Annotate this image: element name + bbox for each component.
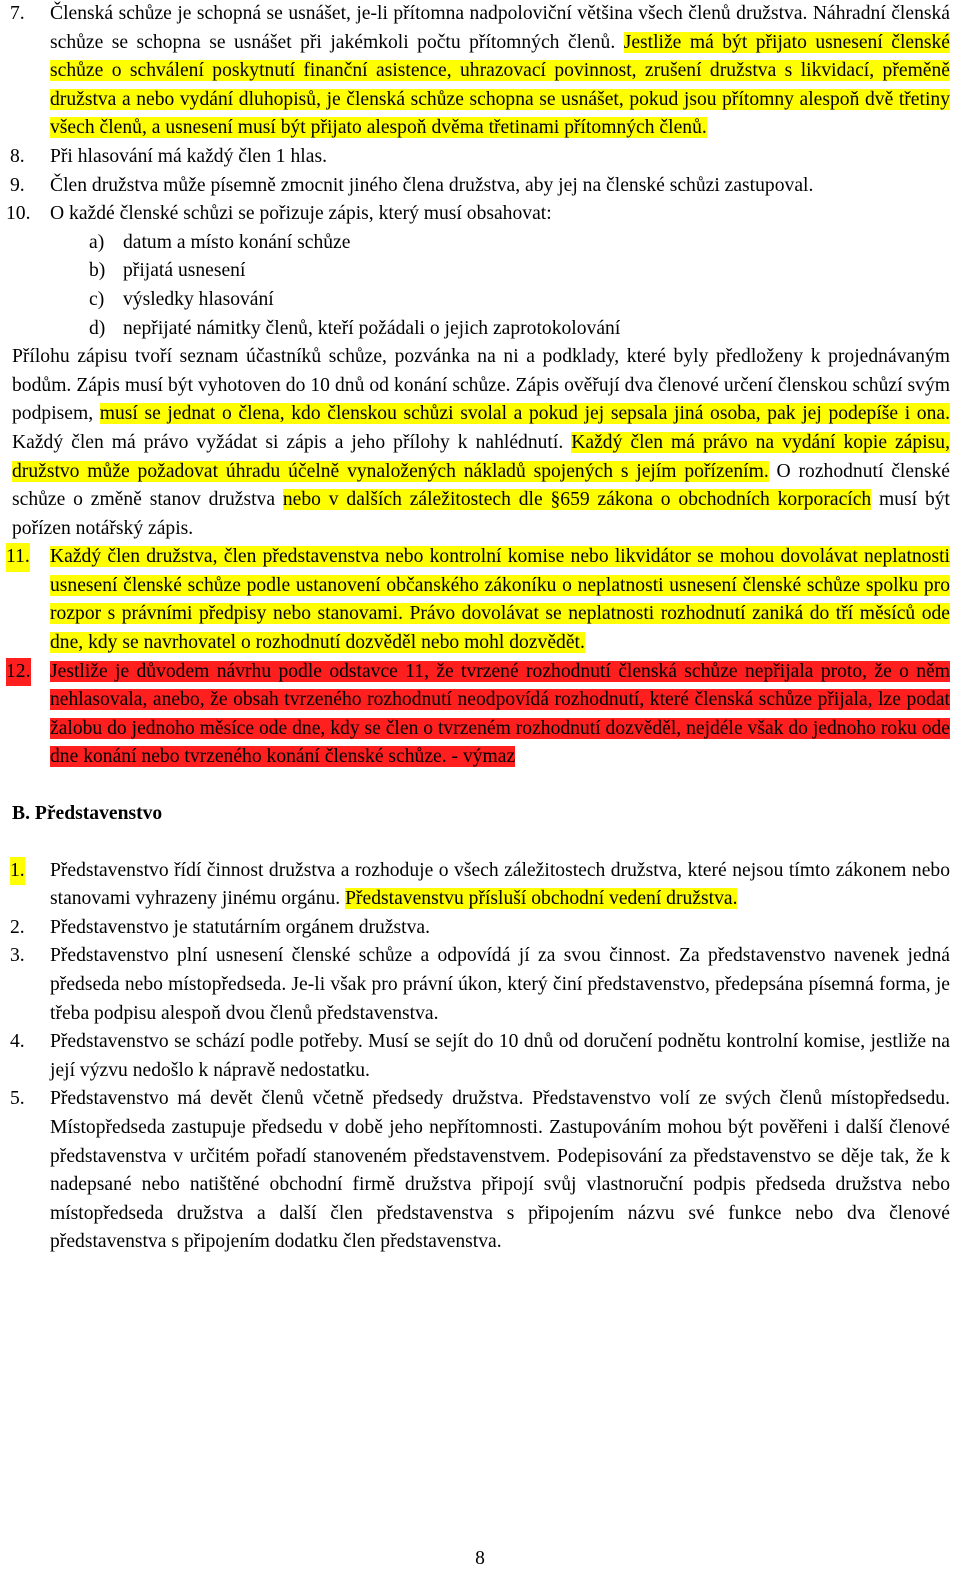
sub-item-d [0,315,960,344]
item-number: 8. [10,145,25,167]
item-number: 2. [10,916,25,938]
item-text: Představenstvo plní usnesení členské schůze a odpovídá jí za svou činnost. Za představenstvo navenek jedná předseda nebo místopředseda. Je-li však pro právní úkon, který činí představenstvo, předepsána písemná forma, je třeba podpisu alespoň dvou členů představenstva. [50,945,950,1024]
sub-item-letter: a) [89,231,105,253]
sub-item-letter: b) [89,260,106,282]
highlighted-text: nebo v dalších záležitostech dle §659 zákona o obchodních korporacích [282,489,872,511]
sub-item-b [0,257,960,286]
item-number: 3. [10,945,25,967]
minutes-paragraph [0,343,960,543]
sub-item-letter: c) [89,288,105,310]
paragraph-text: O rozhodnutí členské schůze o změně stanov družstva [12,460,950,511]
item-number: 4. [10,1031,25,1053]
item-text: Představenstvo je statutárním orgánem družstva. [50,916,430,938]
sub-item-text: nepřijaté námitky členů, kteří požádali o jejich zaprotokolování [123,317,621,339]
section-heading: B. Představenstvo [12,803,163,825]
paragraph-text: Přílohu zápisu tvoří seznam účastníků schůze, pozvánka na ni a podklady, které byly předloženy k projednávaným bodům. Zápis musí být vyhotoven do 10 dnů od konání schůze. Zápis ověřují dva členové určení členskou schůzí svým podpisem, [12,346,950,425]
sub-item-a [0,229,960,258]
item-number: 7. [10,3,25,24]
highlighted-text: Každý člen družstva, člen představenstva nebo kontrolní komise nebo likvidátor se mohou dovolávat neplatnosti usnesení členské schůze podle ustanovení občanského zákoníku o neplatnosti usnesení členské schůze spolku pro rozpor s právními předpisy nebo stanovami. Právo dovolávat se neplatnosti rozhodnutí zaniká do tří měsíců ode dne, kdy se navrhovatel o rozhodnutí dozvěděl nebo mohl dozvědět. [50,546,950,654]
b-item-5 [0,1085,960,1257]
sub-item-text: přijatá usnesení [123,260,246,282]
item-text: Představenstvo má devět členů včetně předsedy družstva. Představenstvo volí ze svých členů místopředsedu. Místopředseda zastupuje předsedu v době jeho nepřítomnosti. Zastupováním mohou být pověřeni i další členové představenstva v určitém pořadí stanoveném představenstvem. Podepisování za představenstvo se děje tak, že k nadepsané nebo natištěné obchodní firmě družstva připojí svůj vlastnoruční podpis předseda družstva nebo místopředseda družstva a další člen představenstva s připojením názvu své funkce nebo dva členové představenstva s připojením dodatku člen představenstva. [50,1088,950,1253]
item-10 [0,200,960,229]
highlighted-text: Jestliže má být přijato usnesení členské schůze o schválení poskytnutí finanční asistence, uhrazovací povinnost, zrušení družstva s likvidací, přeměně družstva a nebo vydání dluhopisů, je členská schůze schopna se usnášet, pokud jsou přítomny alespoň dvě třetiny všech členů, a usnesení musí být přijato alespoň dvěma třetinami přítomných členů. [50,31,950,139]
item-text: Člen družstva může písemně zmocnit jiného člena družstva, aby jej na členské schůzi zastupoval. [50,174,814,196]
item-number: 9. [10,174,25,196]
b-item-2 [0,914,960,943]
sub-item-c [0,286,960,315]
item-number: 11. [6,543,30,572]
b-item-4 [0,1028,960,1085]
item-text: Při hlasování má každý člen 1 hlas. [50,145,327,167]
deleted-text: Jestliže je důvodem návrhu podle odstavce 11, že tvrzené rozhodnutí členská schůze nepřijala proto, že o něm nehlasovala, anebo, že obsah tvrzeného rozhodnutí neodpovídá rozhodnutí, které členská schůze přijala, lze podat žalobu do jednoho měsíce ode dne, kdy se člen o tvrzeném rozhodnutí dozvěděl, nejdéle však do jednoho roku ode dne konání nebo tvrzeného konání členské schůze. - výmaz [50,660,950,768]
item-number: 10. [6,203,31,225]
item-text: O každé členské schůzi se pořizuje zápis, který musí obsahovat: [50,203,552,225]
sub-item-letter: d) [89,317,106,339]
item-text: Představenstvo řídí činnost družstva a rozhoduje o všech záležitostech družstva, které nejsou tímto zákonem nebo stanovami vyhrazeny jinému orgánu. [50,859,950,910]
sub-item-text: datum a místo konání schůze [123,231,351,253]
item-text: Členská schůze je schopná se usnášet, je-li přítomna nadpoloviční většina všech členů družstva. Náhradní členská schůze se schopna se usnášet při jakémkoli počtu přítomných členů. [50,3,950,53]
item-text: Představenstvo se schází podle potřeby. Musí se sejít do 10 dnů od doručení podnětu kontrolní komise, jestliže na její výzvu nedošlo k nápravě nedostatku. [50,1031,950,1081]
item-number: 1. [10,857,25,886]
highlighted-text: Představenstvu přísluší obchodní vedení družstva. [345,888,738,910]
sub-item-text: výsledky hlasování [123,288,274,310]
item-number: 5. [10,1088,25,1110]
item-number: 12. [6,658,31,687]
item-7 [0,0,960,143]
b-item-1 [0,857,960,914]
b-item-3 [0,942,960,1028]
page-number: 8 [475,1548,485,1569]
highlighted-text: Každý člen má právo na vydání kopie zápisu, družstvo může požadovat úhradu účelně vynaložených nákladů spojených s jejím pořízením. [12,431,950,482]
highlighted-text: musí se jednat o člena, kdo členskou schůzi svolal a pokud jej sepsala jiná osoba, pak jej podepíše i ona. [99,403,950,425]
paragraph-text: musí být pořízen notářský zápis. [12,489,950,539]
item-8 [0,143,960,172]
paragraph-text: Každý člen má právo vyžádat si zápis a jeho přílohy k nahlédnutí. [12,431,572,453]
item-9 [0,172,960,201]
item-11 [0,543,960,657]
item-12 [0,658,960,772]
